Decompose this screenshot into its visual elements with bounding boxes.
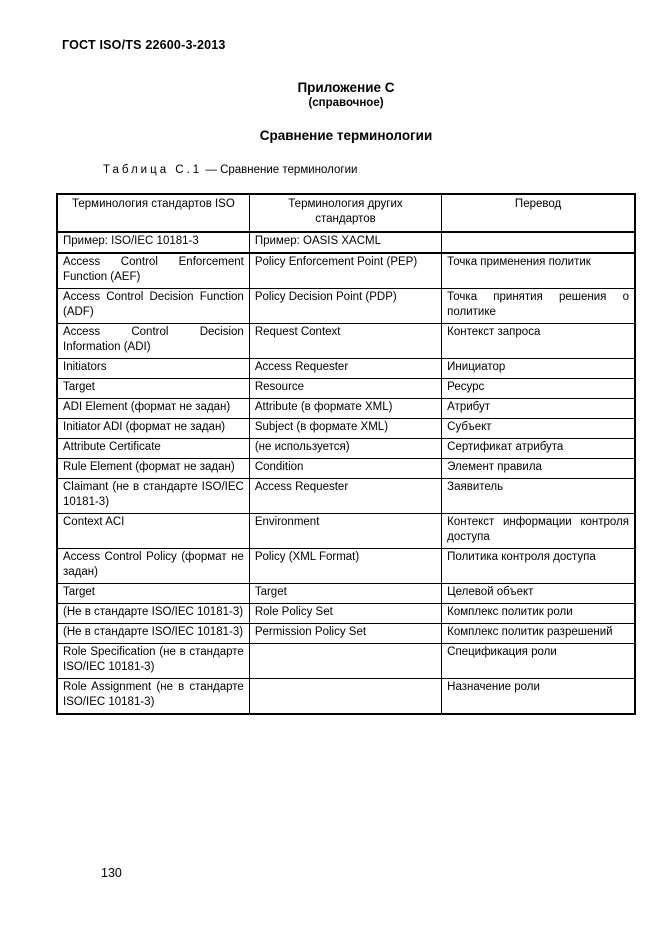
document-header: ГОСТ ISO/TS 22600-3-2013 [62, 38, 226, 52]
cell-other-term: Permission Policy Set [249, 624, 441, 644]
table-row [57, 419, 635, 439]
cell-other-term: Policy (XML Format) [249, 549, 441, 584]
table-row [57, 324, 635, 359]
cell-translation: Атрибут [442, 399, 635, 419]
cell-other-term: Access Requester [249, 479, 441, 514]
table-caption-dash: — [202, 164, 221, 176]
cell-iso-term: Role Specification (не в стандарте ISO/IEC 10181-3) [57, 644, 249, 679]
cell-iso-term: Access Control Decision Information (ADI) [57, 324, 249, 359]
cell-other-term: Пример: OASIS XACML [249, 232, 441, 253]
cell-translation: Комплекс политик роли [442, 604, 635, 624]
table-caption-text: Сравнение терминологии [220, 164, 358, 176]
cell-other-term: Subject (в формате XML) [249, 419, 441, 439]
header-other-terminology: Терминология других стандартов [249, 194, 441, 232]
cell-translation: Контекст информации контроля доступа [442, 514, 635, 549]
cell-other-term: Policy Decision Point (PDP) [249, 289, 441, 324]
cell-iso-term: Пример: ISO/IEC 10181-3 [57, 232, 249, 253]
table-row [57, 439, 635, 459]
cell-translation: Точка принятия решения о политике [442, 289, 635, 324]
cell-iso-term: ADI Element (формат не задан) [57, 399, 249, 419]
cell-translation: Элемент правила [442, 459, 635, 479]
table-row [57, 289, 635, 324]
page-number: 130 [101, 866, 122, 880]
cell-other-term: (не используется) [249, 439, 441, 459]
cell-other-term: Access Requester [249, 359, 441, 379]
cell-translation [442, 232, 635, 253]
cell-other-term: Attribute (в формате XML) [249, 399, 441, 419]
table-caption-label: Таблица С.1 [103, 164, 203, 176]
cell-translation: Политика контроля доступа [442, 549, 635, 584]
cell-iso-term: (Не в стандарте ISO/IEC 10181-3) [57, 604, 249, 624]
table-row [57, 549, 635, 584]
cell-other-term: Request Context [249, 324, 441, 359]
cell-translation: Ресурс [442, 379, 635, 399]
cell-translation: Инициатор [442, 359, 635, 379]
cell-translation: Целевой объект [442, 584, 635, 604]
cell-iso-term: Rule Element (формат не задан) [57, 459, 249, 479]
cell-other-term: Policy Enforcement Point (PEP) [249, 253, 441, 289]
table-row [57, 253, 635, 289]
table-row [57, 644, 635, 679]
table-row [57, 604, 635, 624]
cell-iso-term: Context ACI [57, 514, 249, 549]
cell-other-term: Condition [249, 459, 441, 479]
table-row [57, 399, 635, 419]
cell-translation: Субъект [442, 419, 635, 439]
table-row [57, 379, 635, 399]
table-row [57, 232, 635, 253]
cell-iso-term: Access Control Policy (формат не задан) [57, 549, 249, 584]
cell-other-term [249, 644, 441, 679]
table-row [57, 359, 635, 379]
annex-title: Приложение С [297, 80, 395, 95]
cell-other-term: Environment [249, 514, 441, 549]
cell-translation: Контекст запроса [442, 324, 635, 359]
cell-iso-term: Access Control Decision Function (ADF) [57, 289, 249, 324]
annex-subtitle: (справочное) [308, 97, 384, 109]
table-row [57, 584, 635, 604]
cell-other-term: Role Policy Set [249, 604, 441, 624]
table-row [57, 479, 635, 514]
cell-translation: Комплекс политик разрешений [442, 624, 635, 644]
header-translation: Перевод [442, 194, 635, 232]
cell-iso-term: Target [57, 584, 249, 604]
cell-iso-term: (Не в стандарте ISO/IEC 10181-3) [57, 624, 249, 644]
cell-iso-term: Target [57, 379, 249, 399]
cell-translation: Точка применения политик [442, 253, 635, 289]
cell-other-term [249, 679, 441, 715]
cell-iso-term: Access Control Enforcement Function (AEF) [57, 253, 249, 289]
table-row [57, 679, 635, 715]
table-row [57, 459, 635, 479]
cell-iso-term: Attribute Certificate [57, 439, 249, 459]
cell-translation: Сертификат атрибута [442, 439, 635, 459]
cell-translation: Заявитель [442, 479, 635, 514]
header-iso-terminology: Терминология стандартов ISO [57, 194, 249, 232]
cell-other-term: Target [249, 584, 441, 604]
table-row [57, 624, 635, 644]
cell-translation: Назначение роли [442, 679, 635, 715]
cell-iso-term: Role Assignment (не в стандарте ISO/IEC 10181-3) [57, 679, 249, 715]
cell-iso-term: Initiators [57, 359, 249, 379]
cell-iso-term: Claimant (не в стандарте ISO/IEC 10181-3) [57, 479, 249, 514]
table-caption [103, 164, 357, 176]
cell-other-term: Resource [249, 379, 441, 399]
cell-translation: Спецификация роли [442, 644, 635, 679]
table-header-row [57, 194, 635, 232]
terminology-table [56, 193, 636, 715]
section-title: Сравнение терминологии [259, 128, 433, 143]
cell-iso-term: Initiator ADI (формат не задан) [57, 419, 249, 439]
table-row [57, 514, 635, 549]
